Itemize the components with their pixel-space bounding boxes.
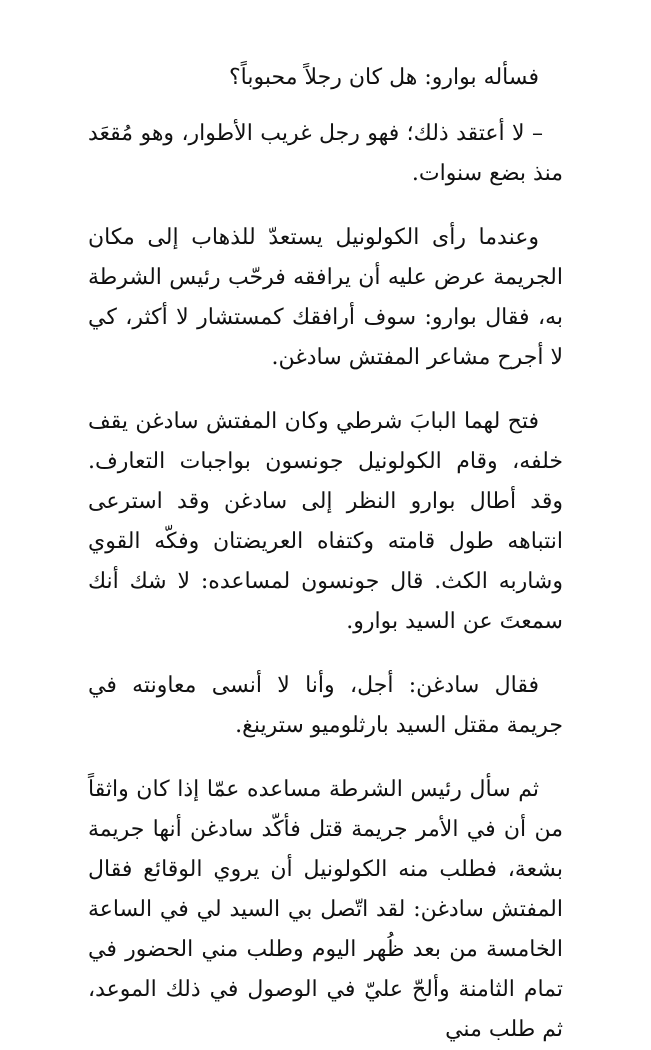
paragraph-reply: – لا أعتقد ذلك؛ فهو رجل غريب الأطوار، وهو مُقعَد منذ بضع سنوات. — [88, 121, 563, 186]
book-page — [88, 58, 563, 1042]
paragraph-sadgn-intro: فتح لهما البابَ شرطي وكان المفتش سادغن يقف خلفه، وقام الكولونيل جونسون بواجبات التعارف. وقد أطال بوارو النظر إلى سادغن وقد استرعى انتباهه طول قامته وكتفاه العريضتان وفكّه القوي وشاربه الكث. قال جونسون لمساعده: لا شك أنك سمعتَ عن السيد بوارو. — [88, 409, 563, 634]
paragraph-poirot-question: فسأله بوارو: هل كان رجلاً محبوباً؟ — [228, 65, 539, 90]
paragraph-chief-question: ثم سأل رئيس الشرطة مساعده عمّا إذا كان واثقاً من أن في الأمر جريمة قتل فأكّد سادغن أنها جريمة بشعة، فطلب منه الكولونيل أن يروي الوقائع فقال المفتش سادغن: لقد اتّصل بي السيد لي في الساعة الخامسة من بعد ظُهر اليوم وطلب مني الحضور في تمام الثامنة وألحّ عليّ في الوصول في ذلك الموعد، ثم طلب مني — [88, 777, 563, 1042]
paragraph-colonel: وعندما رأى الكولونيل يستعدّ للذهاب إلى مكان الجريمة عرض عليه أن يرافقه فرحّب رئيس الشرطة به، فقال بوارو: سوف أرافقك كمستشار لا أكثر، كي لا أجرح مشاعر المفتش سادغن. — [88, 225, 563, 370]
paragraph-sadgn-reply: فقال سادغن: أجل، وأنا لا أنسى معاونته في جريمة مقتل السيد بارثلوميو سترينغ. — [88, 673, 563, 738]
